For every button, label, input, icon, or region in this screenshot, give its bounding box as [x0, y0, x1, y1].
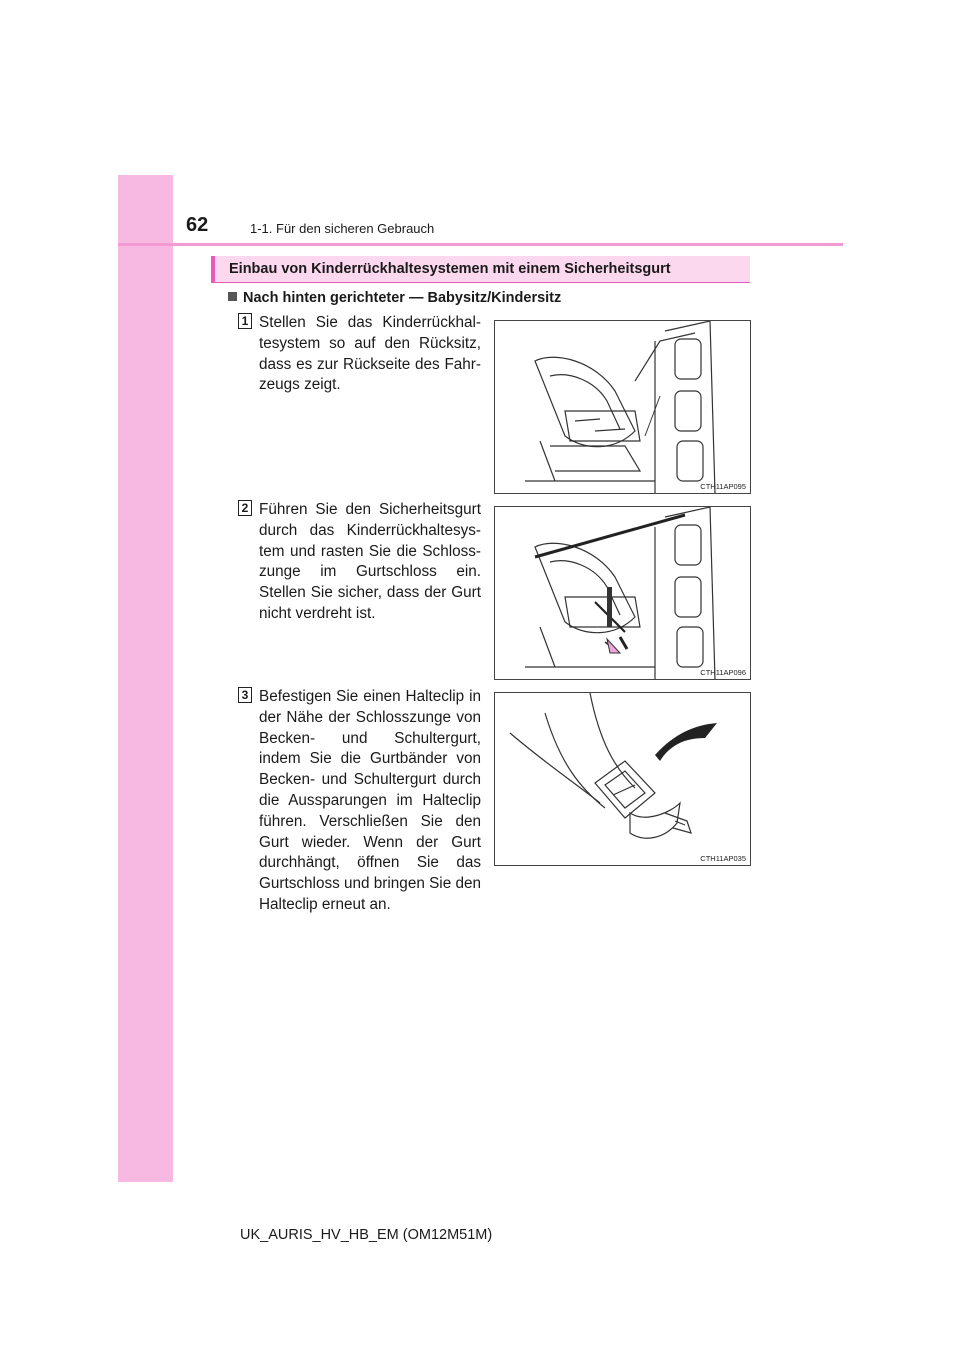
step-3-text: Befestigen Sie einen Halteclip in der Nähe der Schlosszunge von Becken- und Schultergurt, indem Sie die Gurtbänder von Becken- und Schultergurt durch die Aussparungen im Halteclip führen. Verschließen Sie den Gurt wieder. Wenn der Gurt durchhängt, öffnen Sie das Gurtschloss und bringen Sie den Halteclip erneut an. — [259, 688, 481, 913]
section-title: 1-1. Für den sicheren Gebrauch — [250, 221, 435, 236]
step-number-1: 1 — [238, 313, 252, 329]
seatbelt-routing-illustration — [495, 507, 750, 679]
header-rule — [118, 243, 843, 246]
step-number-3: 3 — [238, 687, 252, 703]
footer-document-id: UK_AURIS_HV_HB_EM (OM12M51M) — [240, 1227, 493, 1243]
subheading — [228, 290, 561, 306]
chapter-side-tab — [118, 175, 173, 1182]
rear-facing-child-seat-illustration — [495, 321, 750, 493]
subheading-text: Nach hinten gerichteter — Babysitz/Kindersitz — [243, 290, 562, 306]
figure-code: CTH11AP035 — [700, 854, 746, 863]
section-title-bar-text: Einbau von Kinderrückhaltesystemen mit einem Sicherheitsgurt — [229, 261, 671, 277]
figure-step-3 — [494, 692, 751, 866]
figure-code: CTH11AP096 — [700, 668, 746, 677]
figure-step-2 — [494, 506, 751, 680]
step-number-2: 2 — [238, 500, 252, 516]
locking-clip-illustration — [495, 693, 750, 865]
figure-step-1 — [494, 320, 751, 494]
page-number: 62 — [186, 214, 209, 236]
figure-code: CTH11AP095 — [700, 482, 746, 491]
step-2-text: Führen Sie den Sicherheitsgurt durch das Kinderrückhaltesys-tem und rasten Sie die Schloss-zunge im Gurtschloss ein. Stellen Sie sicher, dass der Gurt nicht verdreht ist. — [259, 501, 481, 622]
square-bullet-icon — [228, 292, 237, 301]
step-1-text: Stellen Sie das Kinderrückhal-tesystem so auf den Rücksitz, dass es zur Rückseite des Fahr-zeugs zeigt. — [259, 314, 481, 394]
section-title-bar — [211, 256, 750, 283]
